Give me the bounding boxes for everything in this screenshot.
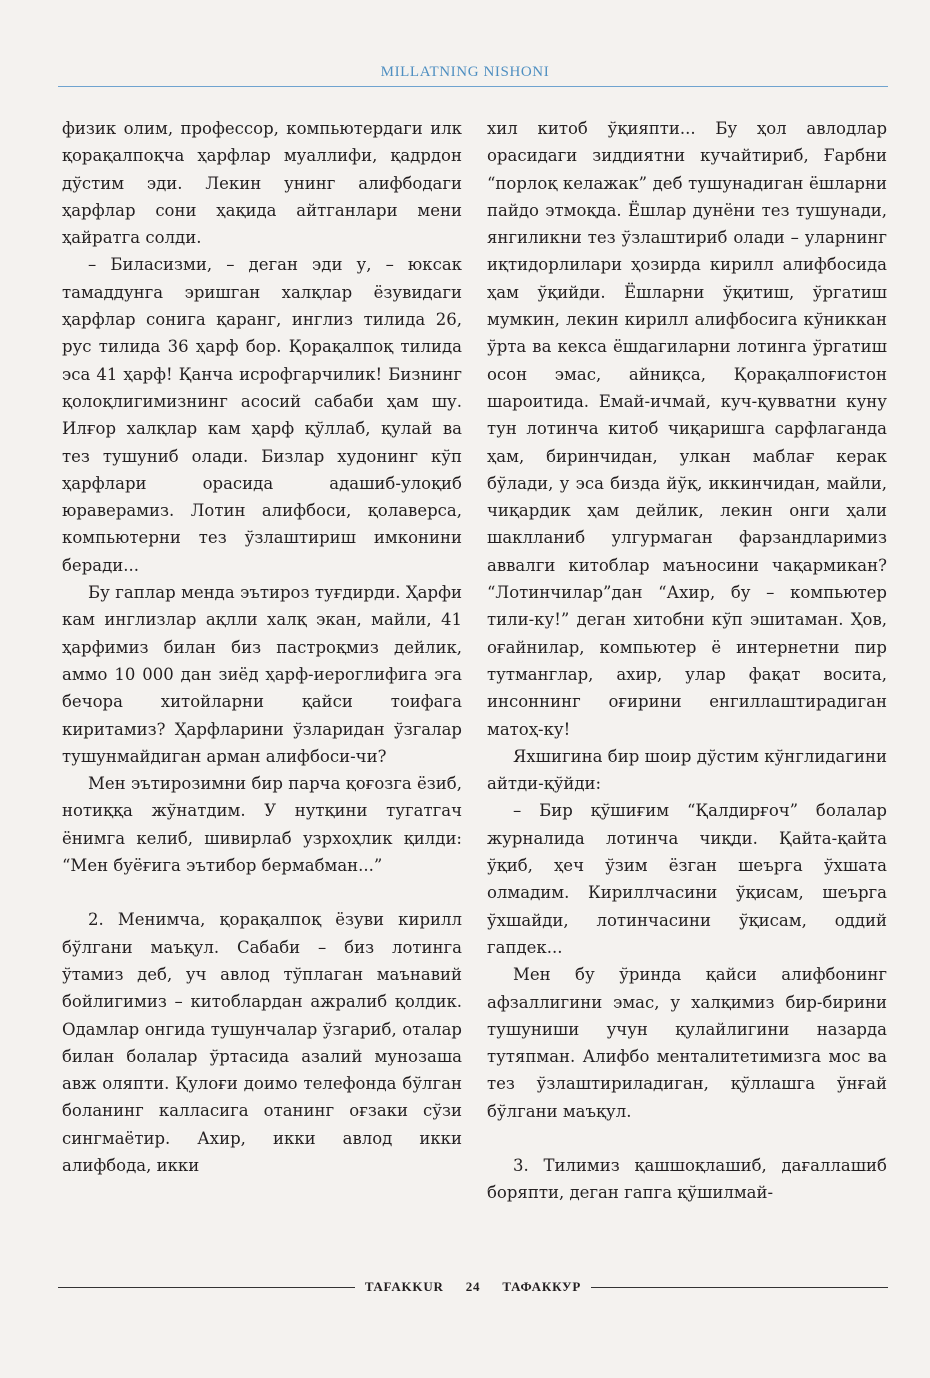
paragraph: Бу гаплар менда эътироз туғдирди. Ҳарфи кам инглизлар ақлли халқ экан, майли, 41 ҳарфимиз билан биз пастроқмиз дейлик, аммо 10 000 дан зиёд ҳарф-иероглифига эга бечора хитойларни қайси тоифага киритамиз? Ҳарфларини ўзларидан ўзгалар тушунмайдиган арман алифбоси-чи? <box>62 583 462 766</box>
footer-rule-right <box>591 1287 888 1288</box>
right-column <box>487 115 887 1207</box>
running-title: MILLATNING NISHONI <box>380 64 550 80</box>
paragraph: – Бир қўшиғим “Қалдирғоч” болалар журналида лотинча чиқди. Қайта-қайта ўқиб, ҳеч ўзим ёзган шеърга ўхшата олмадим. Кириллчасини ўқисам, шеърга ўхшайди, лотинчасини ўқисам, оддий гапдек... <box>487 801 887 957</box>
paragraph: 2. Менимча, қорақалпоқ ёзуви кирилл бўлгани маъқул. Сабаби – биз лотинга ўтамиз деб, уч авлод тўплаган маънавий бойлигимиз – китоблардан ажралиб қолдик. Одамлар онгида тушунчалар ўзгариб, оталар билан болалар ўртасида азалий мунозаша авж оляпти. Қулоғи доимо телефонда бўлган боланинг калласига отанинг оғзаки сўзи сингмаётир. Ахир, икки авлод икки алифбода, икки <box>62 910 462 1175</box>
page-number: 24 <box>465 1279 481 1294</box>
paragraph: Мен бу ўринда қайси алифбонинг афзаллигини эмас, у халқимиз бир-бирини тушуниши учун қулайлигини назарда тутяпман. Алифбо менталитетимизга мос ва тез ўзлаштириладиган, қўллашга ўнғай бўлгани маъқул. <box>487 965 887 1121</box>
page-footer <box>58 1272 888 1302</box>
left-column <box>62 115 462 1179</box>
footer-label-latin: TAFAKKUR <box>364 1279 444 1294</box>
header-rule <box>58 86 888 87</box>
footer-label-cyrillic: ТАФАККУР <box>502 1279 582 1294</box>
paragraph: 3. Тилимиз қашшоқлашиб, дағаллашиб боряпти, деган гапга қўшилмай- <box>487 1155 887 1203</box>
footer-rule-left <box>58 1287 355 1288</box>
paragraph: хил китоб ўқияпти... Бу ҳол авлодлар орасидаги зиддиятни кучайтириб, Ғарбни “порлоқ келажак” деб тушунадиган ёшларни пайдо этмоқда. Ёшлар дунёни тез тушунади, янгиликни тез ўзлаштириб олади – уларнинг иқтидорлилари ҳозирда кирилл алифбосида ҳам ўқийди. Ёшларни ўқитиш, ўргатиш мумкин, лекин кирилл алифбосига кўниккан ўрта ва кекса ёшдагиларни лотинга ўргатиш осон эмас, айниқса, Қорақалпоғистон шароитида. Емай-ичмай, куч-қувватни куну тун лотинча китоб чиқаришга сарфлаганда ҳам, биринчидан, улкан маблағ керак бўлади, у эса бизда йўқ, иккинчидан, майли, чиқардик ҳам дейлик, лекин онги ҳали шаклланиб улгурмаган фарзандларимиз аввалги китоблар маъносини чақармикан? “Лотинчилар”дан “Ахир, бу – компьютер тили-ку!” деган хитобни кўп эшитаман. Ҳов, оғайнилар, компьютер ё интернетни пир тутманглар, ахир, улар фақат восита, инсоннинг оғирини енгиллаштирадиган матоҳ-ку! <box>487 119 887 739</box>
paragraph: физик олим, профессор, компьютердаги илк қорақалпоқча ҳарфлар муаллифи, қадрдон дўстим эди. Лекин унинг алифбодаги ҳарфлар сони ҳақида айтганлари мени ҳайратга солди. <box>62 119 462 248</box>
paragraph: Мен эътирозимни бир парча қоғозга ёзиб, нотиққа жўнатдим. У нутқини тугатгач ёнимга келиб, шивирлаб узрхоҳлик қилди: “Мен буёғига эътибор бермабман...” <box>62 774 462 876</box>
paragraph: – Биласизми, – деган эди у, – юксак тамаддунга эришган халқлар ёзувидаги ҳарфлар сонига қаранг, инглиз тилида 26, рус тилида 36 ҳарф бор. Қорақалпоқ тилида эса 41 ҳарф! Қанча исрофгарчилик! Бизнинг қолоқлигимизнинг асосий сабаби ҳам шу. Илғор халқлар кам ҳарф қўллаб, қулай ва тез тушуниб олади. Бизлар худонинг кўп ҳарфлари орасида адашиб-улоқиб юраверамиз. Лотин алифбоси, қолаверса, компьютерни тез ўзлаштириш имконини беради... <box>62 255 462 575</box>
paragraph: Яхшигина бир шоир дўстим кўнглидагини айтди-қўйди: <box>487 746 887 794</box>
